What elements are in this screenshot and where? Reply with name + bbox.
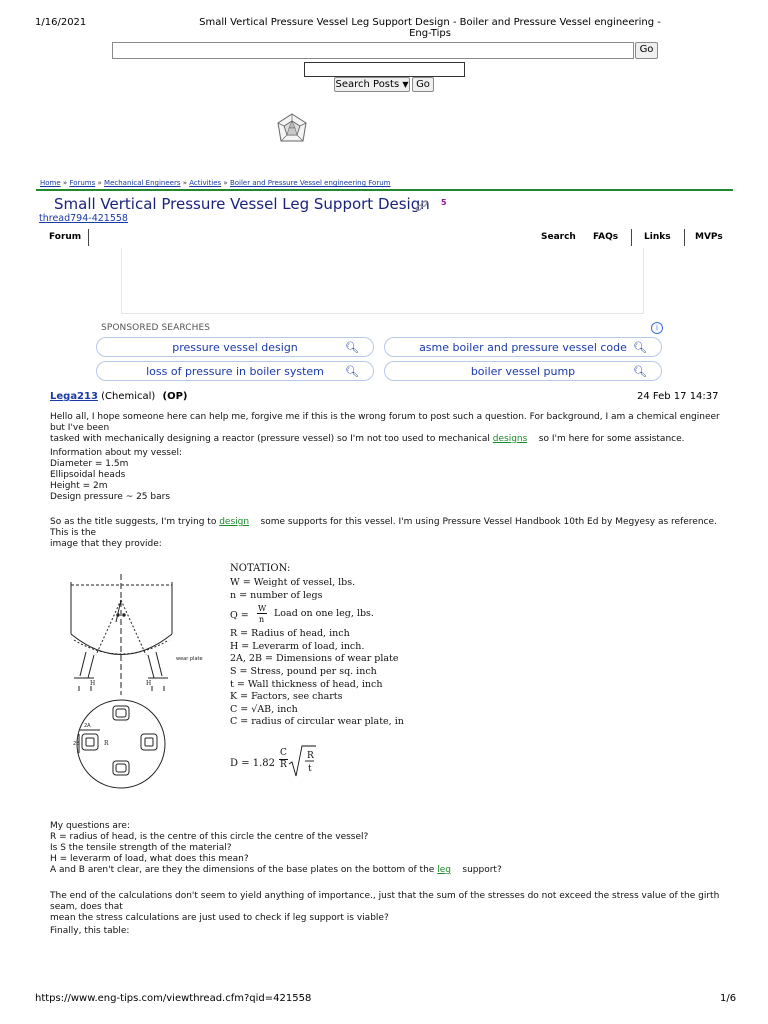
- post-search-go-button[interactable]: Go: [412, 77, 434, 92]
- star-count: 5: [441, 198, 447, 207]
- breadcrumb-sep: »: [62, 179, 68, 187]
- print-page-number: 1/6: [720, 993, 737, 1004]
- breadcrumb-activities[interactable]: Activities: [189, 179, 222, 187]
- question-line: H = leverarm of load, what does this mean?: [50, 854, 249, 864]
- breadcrumb-forum[interactable]: Boiler and Pressure Vessel engineering Forum: [229, 179, 391, 187]
- notation-line: 2A, 2B = Dimensions of wear plate: [230, 653, 399, 665]
- d-formula-rr: R: [307, 751, 314, 761]
- post-text: image that they provide:: [50, 539, 162, 549]
- post-paragraph: [50, 891, 740, 924]
- search-icon: 🔍︎: [633, 365, 647, 378]
- notation-line: R = Radius of head, inch: [230, 628, 350, 640]
- leg-support-figure: [60, 560, 420, 800]
- q-numerator: W: [258, 604, 267, 614]
- d-formula-t: t: [308, 764, 312, 774]
- search-type-select[interactable]: [334, 77, 410, 92]
- sponsored-item[interactable]: [384, 361, 662, 381]
- chevron-down-icon: ▼: [402, 80, 409, 89]
- notation-line: W = Weight of vessel, lbs.: [230, 577, 356, 588]
- sponsored-item-label: pressure vessel design: [172, 340, 298, 354]
- search-icon: 🔍︎: [633, 341, 647, 354]
- question-line: My questions are:: [50, 821, 130, 831]
- post-text-part: A and B aren't clear, are they the dimensions of the base plates on the bottom of the: [50, 865, 435, 875]
- post-text: [50, 517, 730, 539]
- post-date: 24 Feb 17 14:37: [637, 391, 719, 402]
- notation-title: NOTATION:: [230, 563, 291, 574]
- nav-mvps[interactable]: MVPs: [695, 232, 723, 242]
- h-dim-label: H: [146, 680, 152, 687]
- print-url: https://www.eng-tips.com/viewthread.cfm?qid=421558: [35, 993, 312, 1004]
- post-author-line: [50, 391, 188, 402]
- post-search-input[interactable]: [304, 62, 465, 77]
- d-formula-r: R: [280, 760, 287, 770]
- post-text: mean the stress calculations are just used to check if leg support is viable?: [50, 913, 389, 923]
- sponsored-item[interactable]: [384, 337, 662, 357]
- site-logo-icon[interactable]: [275, 112, 309, 148]
- wear-plate-label: wear plate: [176, 656, 203, 662]
- vessel-info-line: Height = 2m: [50, 481, 108, 491]
- thread-title: Small Vertical Pressure Vessel Leg Support Design: [54, 195, 430, 213]
- question-line: R = radius of head, is the centre of this circle the centre of the vessel?: [50, 832, 369, 842]
- sponsored-item-label: asme boiler and pressure vessel code: [419, 340, 627, 354]
- post-text: The end of the calculations don't seem to yield anything of importance., just that the sum of the stresses do not exceed the stress value of the girth seam, does that: [50, 891, 720, 912]
- question-line: Is S the tensile strength of the material?: [50, 843, 232, 853]
- breadcrumb-forums[interactable]: Forums: [69, 179, 96, 187]
- notation-line: C = √AB, inch: [230, 703, 298, 715]
- breadcrumb-sep: »: [97, 179, 102, 187]
- notation-line: S = Stress, pound per sq. inch: [230, 665, 377, 677]
- notation-line: K = Factors, see charts: [230, 691, 343, 703]
- question-line: [50, 865, 730, 876]
- post-paragraph: [50, 517, 730, 550]
- sponsored-label: SPONSORED SEARCHES: [101, 323, 211, 333]
- print-title: Small Vertical Pressure Vessel Leg Support Design - Boiler and Pressure Vessel engineering - Eng-Tips: [199, 17, 661, 39]
- post-text-part: So as the title suggests, I'm trying to: [50, 517, 217, 527]
- link-icon[interactable]: [415, 197, 428, 216]
- notation-list: [230, 577, 404, 729]
- vessel-info-line: Information about my vessel:: [50, 448, 183, 458]
- nav-search[interactable]: Search: [541, 232, 576, 242]
- post-text: Hello all, I hope someone here can help me, forgive me if this is the wrong forum to post such a question. For background, I am a chemical engineer but I've been: [50, 412, 720, 433]
- post-text-part: tasked with mechanically designing a reactor (pressure vessel) so I'm not too used to mechanical: [50, 434, 490, 444]
- search-icon: 🔍︎: [345, 365, 359, 378]
- post-author-link[interactable]: Lega213: [50, 391, 98, 402]
- info-icon[interactable]: i: [651, 322, 663, 334]
- sponsored-item[interactable]: [96, 337, 374, 357]
- post-author-role: (Chemical): [101, 391, 156, 402]
- notation-line: n = number of legs: [230, 589, 323, 601]
- d-formula-lhs: D = 1.82: [230, 758, 276, 769]
- vessel-info-line: Design pressure ~ 25 bars: [50, 492, 171, 502]
- site-search-go-button[interactable]: Go: [635, 42, 658, 59]
- 2b-label: 2B: [73, 741, 80, 747]
- op-badge: (OP): [162, 391, 188, 402]
- 2a-label: 2A: [84, 723, 91, 729]
- post-text-part: some supports for this vessel. I'm using Pressure Vessel Handbook 10th Ed by Megyesy as reference. This is the: [50, 517, 717, 538]
- breadcrumb-sep: »: [223, 179, 228, 187]
- sqrt-symbol: [288, 744, 318, 780]
- notation-line: t = Wall thickness of head, inch: [230, 678, 383, 690]
- notation-line: H = Leverarm of load, inch.: [230, 640, 365, 652]
- search-type-value: Search Posts: [335, 79, 400, 90]
- nav-faqs[interactable]: FAQs: [593, 232, 619, 242]
- post-text: [50, 434, 730, 445]
- ad-frame: [121, 248, 644, 314]
- q-denominator: n: [259, 615, 265, 625]
- inline-keyword-link[interactable]: designs: [492, 434, 528, 444]
- nav-divider: [88, 229, 89, 246]
- nav-forum[interactable]: Forum: [49, 232, 82, 242]
- breadcrumb-mechanical-engineers[interactable]: Mechanical Engineers: [104, 179, 181, 187]
- vessel-info-line: Diameter = 1.5m: [50, 459, 129, 469]
- print-date: 1/16/2021: [35, 17, 87, 28]
- site-search-input[interactable]: [112, 42, 634, 59]
- d-formula-c: C: [280, 748, 287, 758]
- breadcrumb: [40, 179, 390, 187]
- inline-keyword-link[interactable]: leg: [437, 865, 451, 875]
- nav-divider: [631, 229, 632, 246]
- breadcrumb-sep: »: [182, 179, 188, 187]
- vessel-info: [50, 448, 730, 503]
- sponsored-item-label: boiler vessel pump: [470, 364, 576, 378]
- post-paragraph: [50, 412, 730, 445]
- vessel-info-line: Ellipsoidal heads: [50, 470, 126, 480]
- sponsored-item-label: loss of pressure in boiler system: [146, 364, 324, 378]
- breadcrumb-home[interactable]: Home: [40, 179, 61, 187]
- r-label: R: [104, 740, 109, 747]
- header-divider: [36, 189, 733, 191]
- post-text-part: so I'm here for some assistance.: [538, 434, 685, 444]
- d-formula: [230, 746, 350, 782]
- post-text: Finally, this table:: [50, 926, 130, 936]
- notation-line: C = radius of circular wear plate, in: [230, 716, 404, 728]
- notation-line: Q = W n Load on one leg, lbs.: [230, 602, 404, 628]
- questions-block: [50, 821, 730, 876]
- sponsored-item[interactable]: [96, 361, 374, 381]
- inline-keyword-link[interactable]: design: [219, 517, 250, 527]
- nav-divider: [684, 229, 685, 246]
- post-text-part: support?: [462, 865, 502, 875]
- nav-links[interactable]: Links: [644, 232, 671, 242]
- h-dim-label: H: [90, 680, 96, 687]
- search-icon: 🔍︎: [345, 341, 359, 354]
- thread-id-link[interactable]: thread794-421558: [39, 213, 128, 224]
- vessel-drawing: [60, 560, 230, 800]
